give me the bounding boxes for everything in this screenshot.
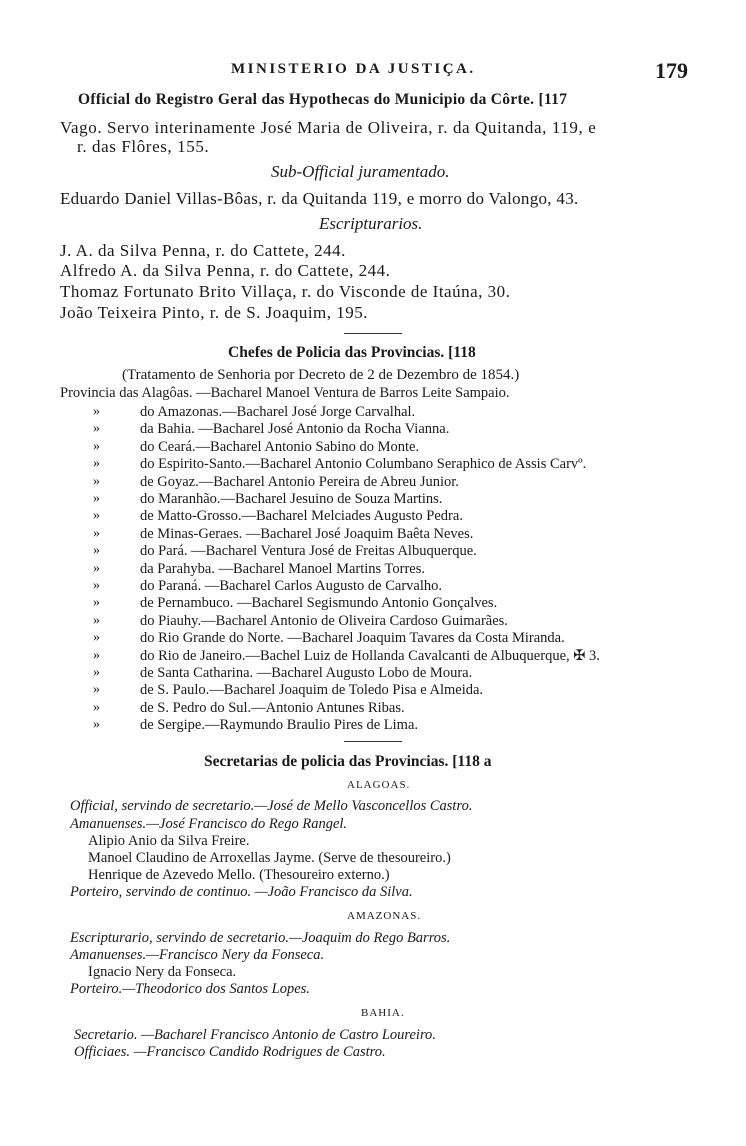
chefe-provincia-entry: de Sergipe.—Raymundo Braulio Pires de Lima.	[140, 717, 419, 733]
page-number: 179	[655, 58, 688, 83]
chefes-title: Chefes de Policia das Provincias. [118	[228, 344, 476, 361]
chefe-provincia-entry: de Minas-Geraes. —Bacharel José Joaquim Baêta Neves.	[140, 526, 474, 542]
alagoas-official: Official, servindo de secretario.—José de Mello Vasconcellos Castro.	[70, 798, 473, 814]
chefe-provincia-entry: do Paraná. —Bacharel Carlos Augusto de Carvalho.	[140, 578, 443, 594]
bahia-heading: BAHIA.	[361, 1007, 405, 1019]
sub-official-entry: Eduardo Daniel Villas-Bôas, r. da Quitanda 119, e morro do Valongo, 43.	[60, 189, 579, 208]
escripturario-entry: J. A. da Silva Penna, r. do Cattete, 244.	[60, 241, 346, 260]
chefe-provincia-entry: da Parahyba. —Bacharel Manoel Martins Torres.	[140, 561, 426, 577]
ditto-mark: »	[93, 491, 100, 506]
chefe-alagoas: Provincia das Alagôas. —Bacharel Manoel Ventura de Barros Leite Sampaio.	[60, 385, 510, 401]
ditto-mark: »	[93, 543, 100, 558]
escripturario-entry: Thomaz Fortunato Brito Villaça, r. do Visconde de Itaúna, 30.	[60, 282, 511, 301]
ditto-mark: »	[93, 508, 100, 523]
chefe-provincia-entry: de Goyaz.—Bacharel Antonio Pereira de Abreu Junior.	[140, 474, 459, 490]
ditto-mark: »	[93, 648, 100, 663]
chefe-provincia-entry: do Maranhão.—Bacharel Jesuino de Souza Martins.	[140, 491, 443, 507]
ditto-mark: »	[93, 526, 100, 541]
ditto-mark: »	[93, 561, 100, 576]
registro-title: Official do Registro Geral das Hypothecas do Municipio da Côrte. [117	[78, 91, 568, 108]
section-divider	[344, 333, 402, 334]
alagoas-amanuense: Henrique de Azevedo Mello. (Thesoureiro externo.)	[88, 867, 390, 883]
escripturario-entry: Alfredo A. da Silva Penna, r. do Cattete, 244.	[60, 261, 391, 280]
secretarias-title: Secretarias de policia das Provincias. [118 a	[204, 753, 492, 770]
chefe-provincia-entry: de Matto-Grosso.—Bacharel Melciades Augusto Pedra.	[140, 508, 463, 524]
running-title: MINISTERIO DA JUSTIÇA.	[231, 61, 476, 77]
registro-vago-line2: r. das Flôres, 155.	[77, 137, 210, 156]
chefe-provincia-entry: do Rio de Janeiro.—Bachel Luiz de Hollanda Cavalcanti de Albuquerque, ✠ 3.	[140, 648, 600, 664]
chefe-provincia-entry: do Amazonas.—Bacharel José Jorge Carvalhal.	[140, 404, 416, 420]
ditto-mark: »	[93, 613, 100, 628]
amazonas-amanuense: Ignacio Nery da Fonseca.	[88, 964, 237, 980]
bahia-officiaes: Officiaes. —Francisco Candido Rodrigues de Castro.	[74, 1044, 386, 1060]
alagoas-amanuense: Alipio Anio da Silva Freire.	[88, 833, 250, 849]
chefe-provincia-entry: da Bahia. —Bacharel José Antonio da Rocha Vianna.	[140, 421, 450, 437]
section-divider	[344, 741, 402, 742]
registro-vago-line1: Vago. Servo interinamente José Maria de Oliveira, r. da Quitanda, 119, e	[60, 118, 597, 137]
alagoas-amanuenses: Amanuenses.—José Francisco do Rego Rangel.	[70, 816, 348, 832]
chefe-provincia-entry: do Piauhy.—Bacharel Antonio de Oliveira Cardoso Guimarães.	[140, 613, 508, 629]
alagoas-porteiro: Porteiro, servindo de continuo. —João Francisco da Silva.	[70, 884, 413, 900]
ditto-mark: »	[93, 456, 100, 471]
chefe-provincia-entry: do Ceará.—Bacharel Antonio Sabino do Monte.	[140, 439, 420, 455]
ditto-mark: »	[93, 421, 100, 436]
escripturarios-heading: Escripturarios.	[319, 214, 423, 233]
ditto-mark: »	[93, 682, 100, 697]
chefe-provincia-entry: de Santa Catharina. —Bacharel Augusto Lobo de Moura.	[140, 665, 473, 681]
alagoas-heading: ALAGOAS.	[347, 779, 411, 791]
ditto-mark: »	[93, 439, 100, 454]
ditto-mark: »	[93, 595, 100, 610]
chefe-provincia-entry: de S. Pedro do Sul.—Antonio Antunes Ribas.	[140, 700, 405, 716]
amazonas-amanuenses: Amanuenses.—Francisco Nery da Fonseca.	[70, 947, 325, 963]
bahia-secretario: Secretario. —Bacharel Francisco Antonio de Castro Loureiro.	[74, 1027, 436, 1043]
escripturario-entry: João Teixeira Pinto, r. de S. Joaquim, 195.	[60, 303, 369, 322]
chefe-provincia-entry: do Rio Grande do Norte. —Bacharel Joaquim Tavares da Costa Miranda.	[140, 630, 565, 646]
sub-official-heading: Sub-Official juramentado.	[271, 162, 450, 181]
chefe-provincia-entry: de S. Paulo.—Bacharel Joaquim de Toledo Pisa e Almeida.	[140, 682, 484, 698]
ditto-mark: »	[93, 474, 100, 489]
chefe-provincia-entry: de Pernambuco. —Bacharel Segismundo Antonio Gonçalves.	[140, 595, 498, 611]
chefes-tratamento: (Tratamento de Senhoria por Decreto de 2 de Dezembro de 1854.)	[122, 367, 520, 383]
ditto-mark: »	[93, 630, 100, 645]
ditto-mark: »	[93, 404, 100, 419]
ditto-mark: »	[93, 578, 100, 593]
ditto-mark: »	[93, 717, 100, 732]
amazonas-escripturario: Escripturario, servindo de secretario.—Joaquim do Rego Barros.	[70, 930, 451, 946]
ditto-mark: »	[93, 665, 100, 680]
amazonas-porteiro: Porteiro.—Theodorico dos Santos Lopes.	[70, 981, 310, 997]
alagoas-amanuense: Manoel Claudino de Arroxellas Jayme. (Serve de thesoureiro.)	[88, 850, 451, 866]
chefe-provincia-entry: do Espirito-Santo.—Bacharel Antonio Columbano Seraphico de Assis Carvº.	[140, 456, 587, 472]
ditto-mark: »	[93, 700, 100, 715]
chefe-provincia-entry: do Pará. —Bacharel Ventura José de Freitas Albuquerque.	[140, 543, 477, 559]
amazonas-heading: AMAZONAS.	[347, 910, 422, 922]
